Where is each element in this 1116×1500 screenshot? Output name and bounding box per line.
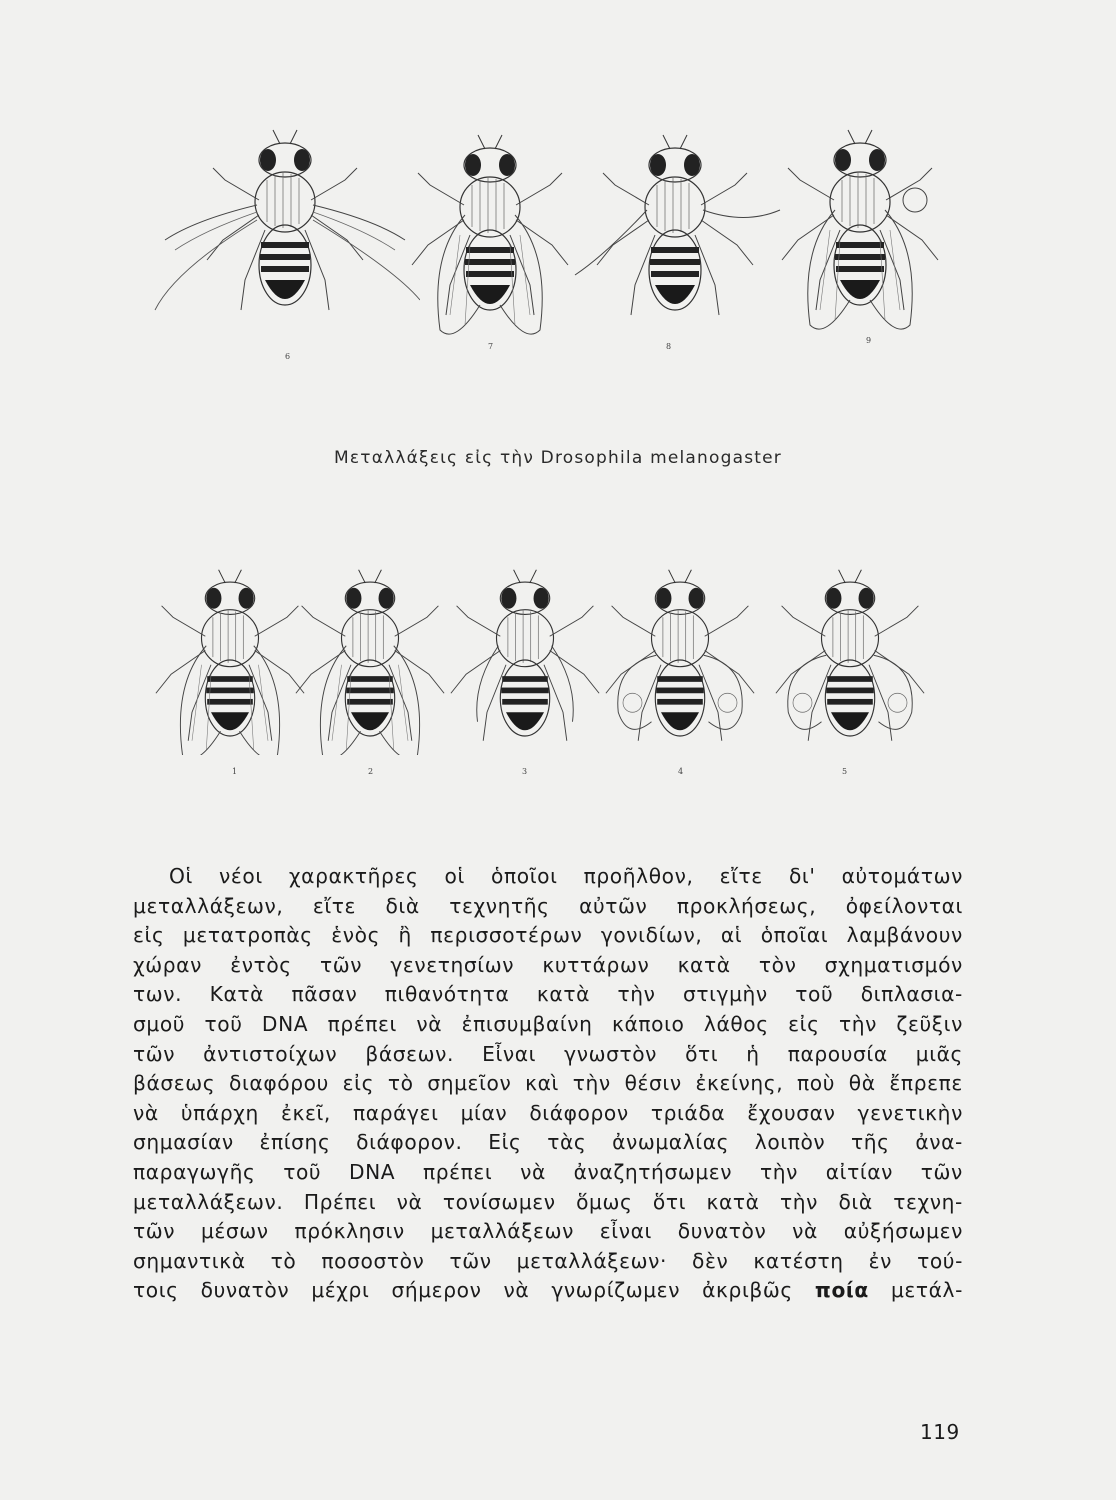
fly-illustration-7	[410, 125, 570, 350]
text-line: των. Κατὰ πᾶσαν πιθανότητα κατὰ τὴν στιγμὴν τοῦ διπλασια-	[133, 982, 963, 1007]
text-line: Οἱ νέοι χαρακτῆρες οἱ ὁποῖοι προῆλθον, εἴτε δι' αὐτομάτων	[169, 864, 963, 888]
text-line: τῶν μέσων πρόκλησιν μεταλλάξεων εἶναι δυνατὸν νὰ αὐξήσωμεν	[133, 1219, 963, 1244]
caption-species: Drosophila melanogaster	[540, 448, 782, 468]
caption-text: Μεταλλάξεις εἰς τὴν	[334, 448, 535, 468]
text-line: σμοῦ τοῦ DNA πρέπει νὰ ἐπισυμβαίνη κάποιο λάθος εἰς τὴν ζεῦξιν	[133, 1011, 963, 1036]
figure-row-top	[0, 120, 1116, 380]
text-line: μεταλλάξεων. Πρέπει νὰ τονίσωμεν ὅμως ὅτι κατὰ τὴν διὰ τεχνη-	[133, 1189, 963, 1214]
figure-number-6: 6	[285, 352, 291, 361]
figure-number-7: 7	[488, 342, 494, 351]
text-line: νὰ ὑπάρχη ἐκεῖ, παράγει μίαν διάφορον τριάδα ἔχουσαν γενετικὴν	[133, 1100, 963, 1125]
bold-word: ποία	[814, 1278, 869, 1303]
figure-caption	[0, 448, 1116, 468]
figure-number-4: 4	[678, 767, 684, 776]
figure-number-8: 8	[666, 342, 672, 351]
text-line: βάσεως διαφόρου εἰς τὸ σημεῖον καὶ τὴν θέσιν ἐκείνης, ποὺ θὰ ἔπρεπε	[133, 1071, 963, 1096]
figure-number-5: 5	[842, 767, 848, 776]
fly-illustration-6	[150, 120, 420, 350]
page-number: 119	[920, 1420, 960, 1444]
body-paragraph	[133, 862, 963, 1306]
figure-number-2: 2	[368, 767, 374, 776]
fly-illustration-3	[445, 565, 605, 755]
text-line: σημασίαν ἐπίσης διάφορον. Εἰς τὰς ἀνωμαλίας λοιπὸν τῆς ἀνα-	[133, 1130, 963, 1155]
text-line: εἰς μετατροπὰς ἑνὸς ἢ περισσοτέρων γονιδίων, αἱ ὁποῖαι λαμβάνουν	[133, 923, 963, 948]
figure-number-1: 1	[232, 767, 238, 776]
text-line: χώραν ἐντὸς τῶν γενετησίων κυττάρων κατὰ τὸν σχηματισμόν	[133, 952, 963, 977]
text-line: μεταλλάξεων, εἴτε διὰ τεχνητῆς αὐτῶν προκλήσεως, ὀφείλονται	[133, 893, 963, 918]
figure-row-bottom	[0, 555, 1116, 785]
figure-number-9: 9	[866, 336, 872, 345]
fly-illustration-4	[590, 565, 770, 755]
fly-illustration-8	[565, 125, 785, 350]
figure-number-3: 3	[522, 767, 528, 776]
text-line: σημαντικὰ τὸ ποσοστὸν τῶν μεταλλάξεων· δὲν κατέστη ἐν τού-	[133, 1248, 963, 1273]
fly-illustration-5	[760, 565, 940, 755]
text-line-last: τοις δυνατὸν μέχρι σήμερον νὰ γνωρίζωμεν ἀκριβῶς ποία μετάλ-	[133, 1276, 963, 1306]
fly-illustration-2	[285, 565, 455, 755]
text-line: τῶν ἀντιστοίχων βάσεων. Εἶναι γνωστὸν ὅτι ἡ παρουσία μιᾶς	[133, 1041, 963, 1066]
fly-illustration-9	[770, 120, 950, 350]
text-line: παραγωγῆς τοῦ DNA πρέπει νὰ ἀναζητήσωμεν τὴν αἰτίαν τῶν	[133, 1159, 963, 1184]
